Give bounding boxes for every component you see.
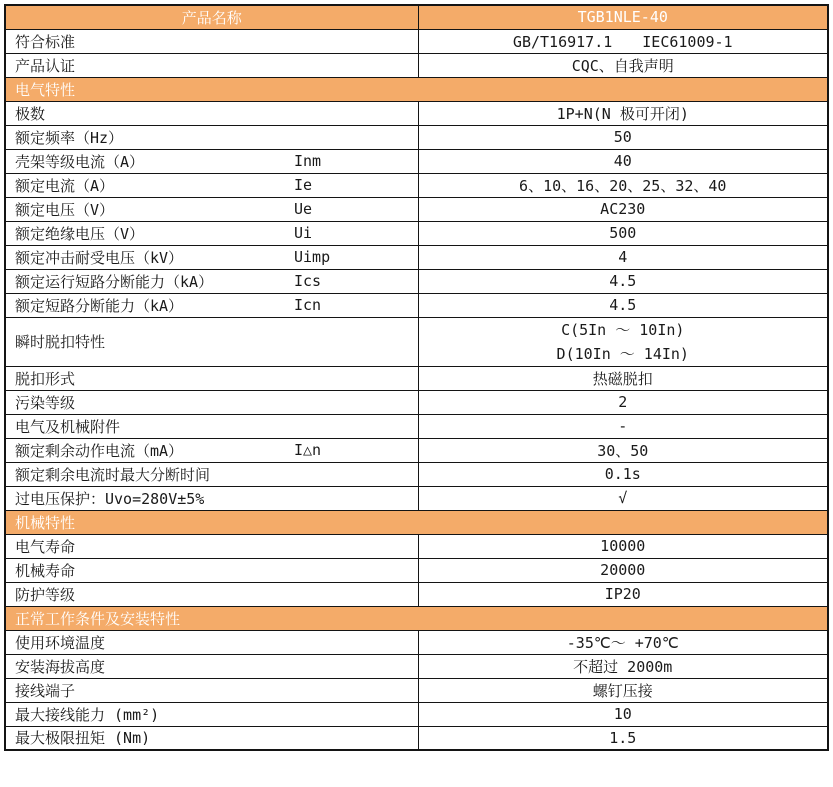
row-value: -	[418, 414, 828, 438]
row-label-cell	[5, 462, 418, 486]
row-label-cell	[5, 221, 418, 245]
table-row	[5, 221, 828, 245]
row-label-cell	[5, 293, 418, 317]
row-label: 壳架等级电流（A）	[15, 152, 145, 171]
row-label-cell	[5, 53, 418, 77]
row-value: CQC、自我声明	[418, 53, 828, 77]
row-label: 污染等级	[15, 393, 76, 412]
row-value: 不超过 2000m	[418, 654, 828, 678]
section-title: 机械特性	[5, 510, 828, 534]
row-value: GB/T16917.1 IEC61009-1	[418, 29, 828, 53]
row-symbol: I△n	[294, 441, 322, 459]
table-row	[5, 245, 828, 269]
table-row	[5, 654, 828, 678]
row-label-cell	[5, 245, 418, 269]
table-row	[5, 173, 828, 197]
row-label-cell	[5, 366, 418, 390]
table-row	[5, 414, 828, 438]
row-value: 2	[418, 390, 828, 414]
row-symbol: Uimp	[294, 248, 331, 266]
row-value: √	[418, 486, 828, 510]
row-label: 电气寿命	[15, 537, 76, 556]
row-label-cell	[5, 438, 418, 462]
row-symbol: Ie	[294, 176, 313, 194]
row-label: 额定绝缘电压（V）	[15, 224, 145, 243]
row-value: IP20	[418, 582, 828, 606]
row-label: 额定运行短路分断能力（kA）	[15, 272, 214, 291]
row-label-cell	[5, 29, 418, 53]
table-row	[5, 726, 828, 750]
table-row	[5, 582, 828, 606]
row-label-cell	[5, 558, 418, 582]
row-value: 40	[418, 149, 828, 173]
row-label: 最大极限扭矩 (Nm)	[15, 729, 151, 748]
section-header-row	[5, 510, 828, 534]
row-label: 最大接线能力 (mm²)	[15, 705, 160, 724]
row-label: 接线端子	[15, 681, 76, 700]
section-header-row	[5, 77, 828, 101]
row-label-cell	[5, 125, 418, 149]
table-row	[5, 558, 828, 582]
row-value: 热磁脱扣	[418, 366, 828, 390]
row-label: 安装海拔高度	[15, 657, 106, 676]
table-row	[5, 125, 828, 149]
table-row	[5, 702, 828, 726]
row-label: 脱扣形式	[15, 369, 76, 388]
row-value: 6、10、16、20、25、32、40	[418, 173, 828, 197]
row-label-cell	[5, 317, 418, 366]
row-label: 使用环境温度	[15, 633, 106, 652]
row-label: 额定短路分断能力（kA）	[15, 296, 184, 315]
row-value: 10	[418, 702, 828, 726]
table-row	[5, 29, 828, 53]
section-title: 正常工作条件及安装特性	[5, 606, 828, 630]
row-label-cell	[5, 414, 418, 438]
product-name-header: 产品名称	[5, 5, 418, 29]
row-label: 额定电压（V）	[15, 200, 115, 219]
product-model-header: TGB1NLE-40	[418, 5, 828, 29]
table-row	[5, 149, 828, 173]
row-label: 产品认证	[15, 56, 76, 75]
row-label-cell	[5, 654, 418, 678]
row-value: 4.5	[418, 293, 828, 317]
table-row	[5, 269, 828, 293]
row-value: 4.5	[418, 269, 828, 293]
row-label: 额定剩余电流时最大分断时间	[15, 465, 211, 484]
row-symbol: Ics	[294, 272, 322, 290]
product-spec-table	[4, 4, 829, 751]
row-label: 额定电流（A）	[15, 176, 115, 195]
section-header-row	[5, 606, 828, 630]
row-label-cell	[5, 197, 418, 221]
row-label: 机械寿命	[15, 561, 76, 580]
row-value: 4	[418, 245, 828, 269]
row-value: 30、50	[418, 438, 828, 462]
section-title: 电气特性	[5, 77, 828, 101]
row-value-line: C(5In ～ 10In)	[561, 320, 685, 339]
row-value: 螺钉压接	[418, 678, 828, 702]
row-value: 500	[418, 221, 828, 245]
row-symbol: Ue	[294, 200, 313, 218]
row-value: 20000	[418, 558, 828, 582]
row-label-cell	[5, 149, 418, 173]
row-label: 电气及机械附件	[15, 417, 121, 436]
row-label: 额定频率（Hz）	[15, 128, 124, 147]
table-row	[5, 438, 828, 462]
row-label: 瞬时脱扣特性	[15, 333, 106, 351]
row-value: 10000	[418, 534, 828, 558]
row-value: 50	[418, 125, 828, 149]
row-value: 0.1s	[418, 462, 828, 486]
row-label: 极数	[15, 104, 46, 123]
row-value: -35℃～ +70℃	[418, 630, 828, 654]
table-row	[5, 366, 828, 390]
row-label: 额定冲击耐受电压（kV）	[15, 248, 184, 267]
row-label: 过电压保护：Uvo=280V±5%	[15, 489, 205, 508]
row-label-cell	[5, 702, 418, 726]
row-value-cell	[418, 317, 828, 366]
row-symbol: Ui	[294, 224, 313, 242]
table-row	[5, 462, 828, 486]
row-label-cell	[5, 173, 418, 197]
table-row	[5, 486, 828, 510]
row-value: 1P+N(N 极可开闭)	[418, 101, 828, 125]
row-label-cell	[5, 630, 418, 654]
row-label-cell	[5, 726, 418, 750]
row-label: 符合标准	[15, 32, 76, 51]
row-value-line: D(10In ～ 14In)	[556, 344, 689, 363]
row-symbol: Inm	[294, 152, 322, 170]
spec-table-body	[5, 5, 828, 750]
row-label-cell	[5, 486, 418, 510]
table-row	[5, 678, 828, 702]
row-label-cell	[5, 534, 418, 558]
row-label-cell	[5, 582, 418, 606]
table-row	[5, 101, 828, 125]
row-value: 1.5	[418, 726, 828, 750]
table-row	[5, 53, 828, 77]
table-row	[5, 630, 828, 654]
table-row	[5, 390, 828, 414]
row-value: AC230	[418, 197, 828, 221]
row-label-cell	[5, 678, 418, 702]
row-label: 额定剩余动作电流（mA）	[15, 441, 184, 460]
row-symbol: Icn	[294, 296, 322, 314]
table-row	[5, 197, 828, 221]
table-row	[5, 293, 828, 317]
row-label-cell	[5, 269, 418, 293]
row-label-cell	[5, 101, 418, 125]
table-row	[5, 317, 828, 366]
table-row	[5, 534, 828, 558]
row-label: 防护等级	[15, 585, 76, 604]
row-label-cell	[5, 390, 418, 414]
table-header-row	[5, 5, 828, 29]
